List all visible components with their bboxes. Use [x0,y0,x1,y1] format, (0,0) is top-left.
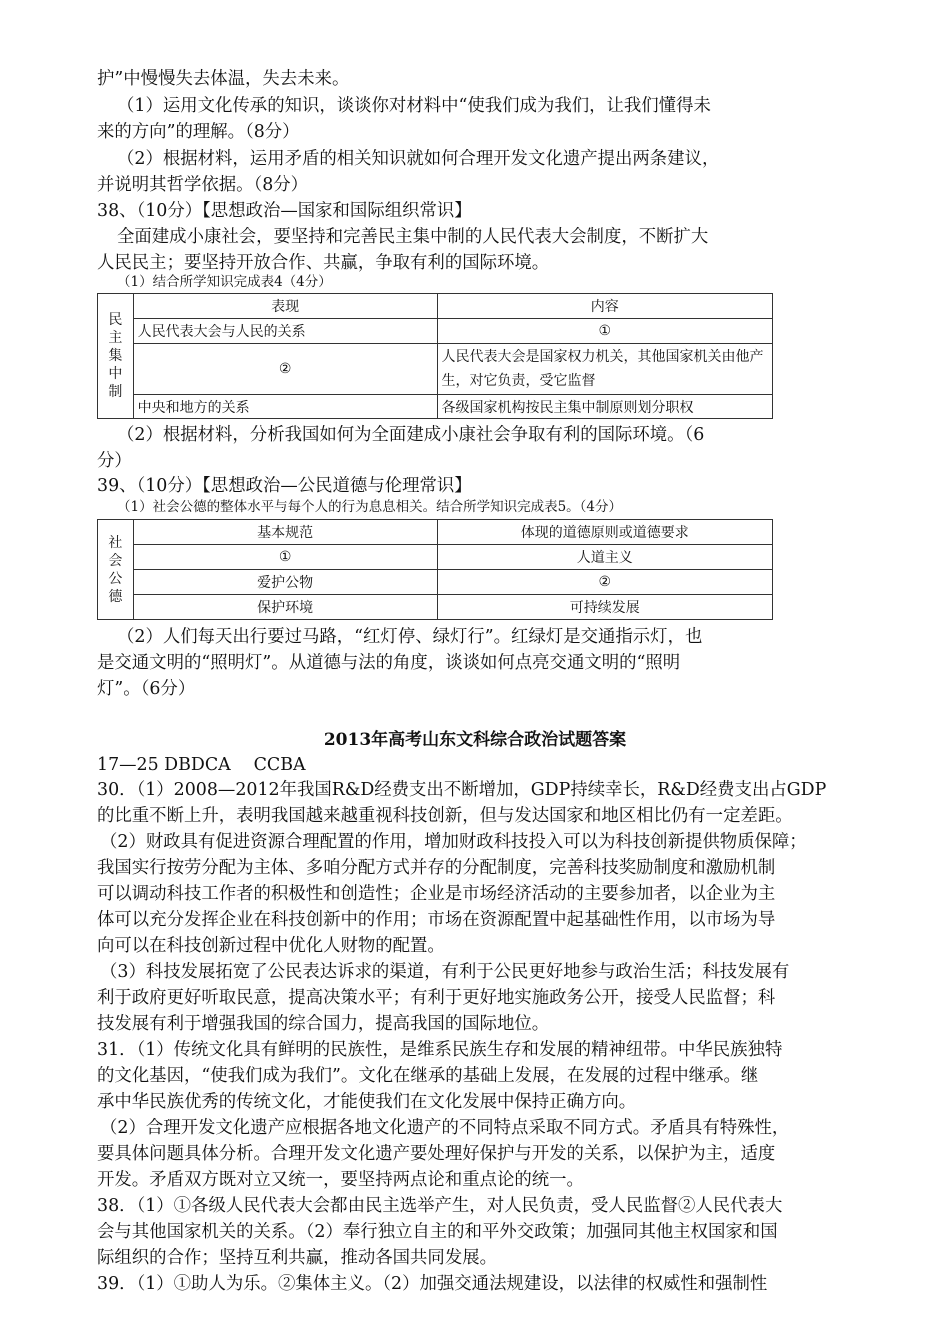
answer-line: 会与其他国家机关的关系。（2）奉行独立自主的和平外交政策；加强同其他主权国家和国 [97,1222,778,1242]
answer-line: 的文化基因，“使我们成为我们”。文化在继承的基础上发展，在发展的过程中继承。继 [97,1066,759,1086]
table5-header-2: 体现的道德原则或道德要求 [437,520,772,545]
table-cell: 人民代表大会与人民的关系 [133,319,437,344]
table4-side-label [98,294,134,419]
answer-line: 利于政府更好听取民意，提高决策水平；有利于更好地实施政务公开，接受人民监督；科 [97,988,776,1008]
answers-title: 2013年高考山东文科综合政治试题答案 [323,730,627,750]
table4-caption: （1）结合所学知识完成表4（4分） [117,274,332,290]
table-cell: 人民代表大会是国家权力机关，其他国家机关由他产生，对它负责，受它监督 [437,344,772,395]
table-5 [97,519,773,620]
answer-line: 向可以在科技创新过程中优化人财物的配置。 [97,936,445,956]
side-char: 制 [108,384,123,400]
text-line: 灯”。（6分） [97,679,196,699]
answer-line: （3）科技发展拓宽了公民表达诉求的渠道，有利于公民更好地参与政治生活；科技发展有 [100,962,790,982]
side-char: 集 [108,348,123,364]
side-char: 民 [108,312,123,328]
table-cell: 爱护公物 [133,570,437,595]
table-cell: 中央和地方的关系 [133,395,437,419]
answer-line: （2）财政具有促进资源合理配置的作用，增加财政科技投入可以为科技创新提供物质保障； [100,832,807,852]
side-char: 主 [108,330,123,346]
answer-line: 17—25 DBDCA CCBA [97,755,306,775]
answer-line: 要具体问题具体分析。合理开发文化遗产要处理好保护与开发的关系，以保护为主，适度 [97,1144,776,1164]
answer-line: 30．（1）2008—2012年我国R&D经费支出不断增加，GDP持续幸长，R&D经费支出占GDP [97,780,827,800]
text-line: 全面建成小康社会，要坚持和完善民主集中制的人民代表大会制度，不断扩大 [117,227,709,247]
answer-line: 技发展有利于增强我国的综合国力，提高我国的国际地位。 [97,1014,550,1034]
answer-line: 31．（1）传统文化具有鲜明的民族性，是维系民族生存和发展的精神纽带。中华民族独特 [97,1040,783,1060]
table-4 [97,293,773,419]
table-cell: 保护环境 [133,595,437,620]
table-cell: 可持续发展 [437,595,772,620]
text-line: 分） [97,451,132,471]
answer-line: 承中华民族优秀的传统文化，才能使我们在文化发展中保持正确方向。 [97,1092,637,1112]
text-line: 护”中慢慢失去体温，失去未来。 [97,69,350,89]
table-cell: ① [133,545,437,570]
answer-line: 的比重不断上升，表明我国越来越重视科技创新，但与发达国家和地区相比仍有一定差距。 [97,806,793,826]
table-cell: ② [133,344,437,395]
table5-header-1: 基本规范 [133,520,437,545]
answer-line: （2）合理开发文化遗产应根据各地文化遗产的不同特点采取不同方式。矛盾具有特殊性， [100,1118,790,1138]
table5-caption: （1）社会公德的整体水平与每个人的行为息息相关。结合所学知识完成表5。（4分） [117,499,623,515]
table-cell: ② [437,570,772,595]
table4-header-2: 内容 [437,294,772,319]
text-line: （2）人们每天出行要过马路，“红灯停、绿灯行”。红绿灯是交通指示灯，也 [117,627,703,647]
answer-line: 开发。矛盾双方既对立又统一，要坚持两点论和重点论的统一。 [97,1170,584,1190]
answer-line: 39．（1）①助人为乐。②集体主义。（2）加强交通法规建设，以法律的权威性和强制性 [97,1274,768,1294]
table-cell: 人道主义 [437,545,772,570]
text-line: （2）根据材料，分析我国如何为全面建成小康社会争取有利的国际环境。（6 [117,425,705,445]
text-line: 人民民主；要坚持开放合作、共赢，争取有利的国际环境。 [97,253,550,273]
table-cell: ① [437,319,772,344]
table-cell: 各级国家机构按民主集中制原则划分职权 [437,395,772,419]
table4-header-1: 表现 [133,294,437,319]
question-39-title: 39、（10分）【思想政治—公民道德与伦理常识】 [97,476,472,496]
side-char: 公 [108,570,123,587]
side-char: 德 [108,588,123,605]
answer-line: 可以调动科技工作者的积极性和创造性；企业是市场经济活动的主要参加者，以企业为主 [97,884,776,904]
text-line: （2）根据材料，运用矛盾的相关知识就如何合理开发文化遗产提出两条建议， [117,149,720,169]
text-line: 并说明其哲学依据。（8分） [97,175,309,195]
text-line: 是交通文明的“照明灯”。从道德与法的角度，谈谈如何点亮交通文明的“照明 [97,653,681,673]
answer-line: 38．（1）①各级人民代表大会都由民主选举产生，对人民负责，受人民监督②人民代表大 [97,1196,783,1216]
answer-line: 体可以充分发挥企业在科技创新中的作用；市场在资源配置中起基础性作用，以市场为导 [97,910,776,930]
text-line: （1）运用文化传承的知识，谈谈你对材料中“使我们成为我们，让我们懂得未 [117,96,711,116]
answer-line: 际组织的合作；坚持互利共赢，推动各国共同发展。 [97,1248,497,1268]
side-char: 会 [108,552,123,569]
side-char: 中 [108,366,123,382]
table5-side-label [98,520,134,620]
text-line: 来的方向”的理解。（8分） [97,122,300,142]
question-38-title: 38、（10分）【思想政治—国家和国际组织常识】 [97,201,472,221]
answer-line: 我国实行按劳分配为主体、多咱分配方式并存的分配制度，完善科技奖励制度和激励机制 [97,858,776,878]
side-char: 社 [108,534,123,551]
